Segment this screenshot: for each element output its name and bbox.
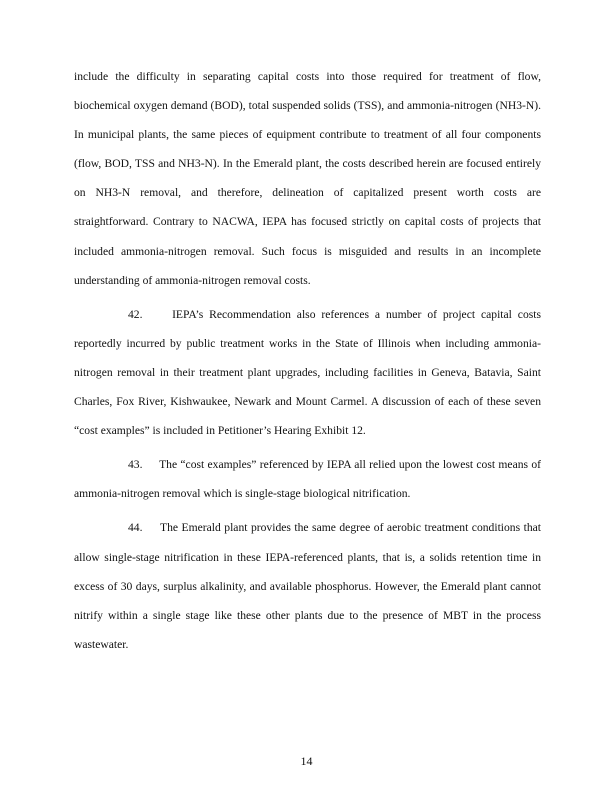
paragraph-number: 42. (128, 307, 143, 321)
page-number: 14 (300, 754, 313, 768)
document-page (74, 62, 541, 659)
paragraph-number: 43. (128, 458, 143, 472)
paragraph-number: 44. (128, 521, 143, 535)
paragraph-text: include the difficulty in separating capital costs into those required for treatment of flow, biochemical oxygen demand (BOD), total suspended solids (TSS), and ammonia-nitrogen (NH3-N). In municipal plants, the same pieces of equipment contribute to treatment of all four components (flow, BOD, TSS and NH3-N). In the Emerald plant, the costs described herein are focused entirely on NH3-N removal, and therefore, delineation of capitalized present worth costs are straightforward. Contrary to NACWA, IEPA has focused strictly on capital costs of projects that included ammonia-nitrogen removal. Such focus is misguided and results in an incomplete understanding of ammonia-nitrogen removal costs. (74, 70, 541, 287)
paragraph-43 (74, 450, 541, 508)
paragraph-text: The “cost examples” referenced by IEPA all relied upon the lowest cost means of ammonia-nitrogen removal which is single-stage biological nitrification. (74, 458, 541, 501)
paragraph-44 (74, 513, 541, 658)
paragraph-text: IEPA’s Recommendation also references a number of project capital costs reportedly incurred by public treatment works in the State of Illinois when including ammonia-nitrogen removal in their treatment plant upgrades, including facilities in Geneva, Batavia, Saint Charles, Fox River, Kishwaukee, Newark and Mount Carmel. A discussion of each of these seven “cost examples” is included in Petitioner’s Hearing Exhibit 12. (74, 307, 541, 438)
paragraph-42 (74, 300, 541, 445)
paragraph-continuation (74, 62, 541, 295)
paragraph-text: The Emerald plant provides the same degree of aerobic treatment conditions that allow single-stage nitrification in these IEPA-referenced plants, that is, a solids retention time in excess of 30 days, surplus alkalinity, and available phosphorus. However, the Emerald plant cannot nitrify within a single stage like these other plants due to the presence of MBT in the process wastewater. (74, 521, 541, 651)
